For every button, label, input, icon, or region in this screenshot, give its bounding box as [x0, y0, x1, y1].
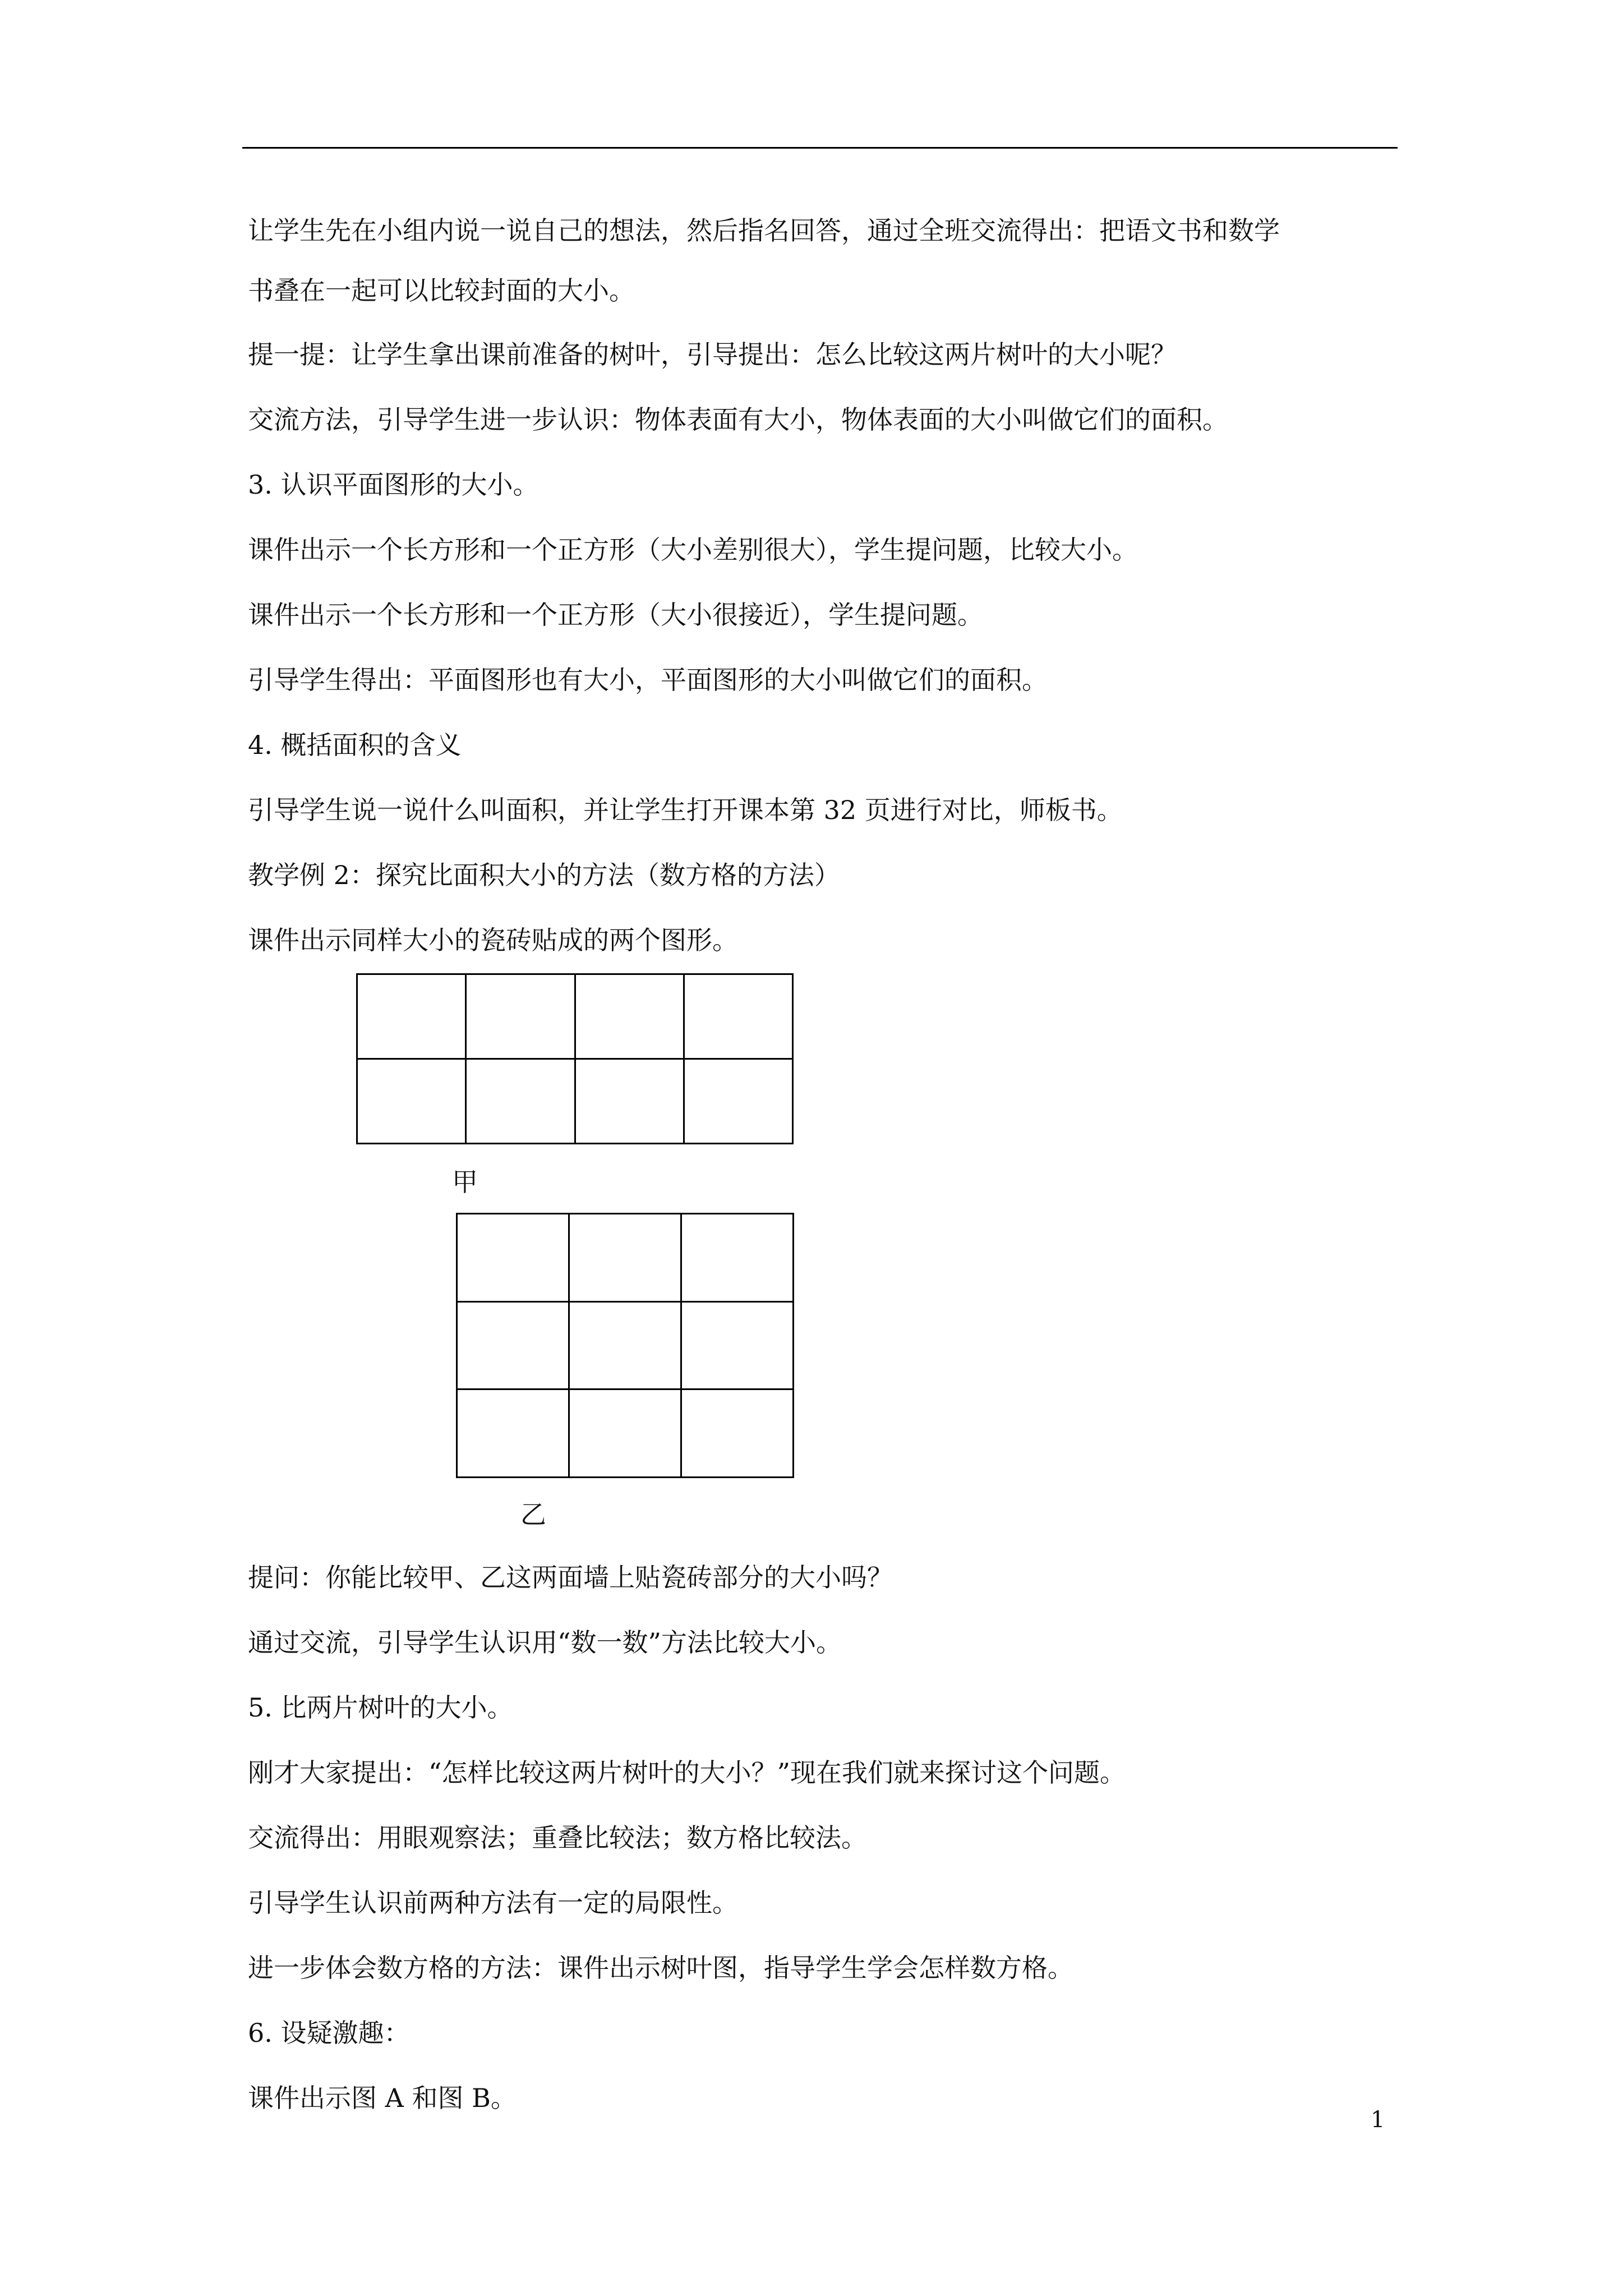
paragraph-1: 让学生先在小组内说一说自己的想法，然后指名回答，通过全班交流得出：把语文书和数学: [248, 215, 1280, 246]
tile-cell: [575, 1059, 684, 1144]
paragraph-8: 引导学生说一说什么叫面积，并让学生打开课本第 32 页进行对比，师板书。: [248, 795, 1123, 825]
tile-cell: [684, 974, 792, 1059]
paragraph-3: 提一提：让学生拿出课前准备的树叶，引导提出：怎么比较这两片树叶的大小呢？: [248, 339, 1177, 370]
page-number: 1: [1371, 2107, 1385, 2133]
tile-cell: [569, 1389, 681, 1478]
paragraph-12: 通过交流，引导学生认识用“数一数”方法比较大小。: [248, 1627, 842, 1658]
paragraph-13: 刚才大家提出：“怎样比较这两片树叶的大小？”现在我们就来探讨这个问题。: [248, 1757, 1126, 1788]
tile-cell: [457, 1301, 569, 1389]
tile-cell: [457, 1214, 569, 1302]
section-heading-6: 6. 设疑激趣：: [248, 2018, 410, 2048]
tile-cell: [575, 974, 684, 1059]
paragraph-10: 课件出示同样大小的瓷砖贴成的两个图形。: [248, 925, 738, 955]
paragraph-9: 教学例 2：探究比面积大小的方法（数方格的方法）: [248, 860, 840, 890]
paragraph-6: 课件出示一个长方形和一个正方形（大小很接近），学生提问题。: [248, 600, 983, 630]
paragraph-11: 提问：你能比较甲、乙这两面墙上贴瓷砖部分的大小吗？: [248, 1562, 893, 1593]
tile-cell: [681, 1389, 794, 1478]
paragraph-5: 课件出示一个长方形和一个正方形（大小差别很大），学生提问题，比较大小。: [248, 535, 1138, 565]
tile-cell: [569, 1301, 681, 1389]
tile-cell: [569, 1214, 681, 1302]
tile-cell: [681, 1301, 794, 1389]
section-heading-5: 5. 比两片树叶的大小。: [248, 1692, 513, 1723]
tile-cell: [466, 974, 575, 1059]
paragraph-7: 引导学生得出：平面图形也有大小，平面图形的大小叫做它们的面积。: [248, 665, 1048, 695]
paragraph-16: 进一步体会数方格的方法：课件出示树叶图，指导学生学会怎样数方格。: [248, 1953, 1073, 1983]
paragraph-17: 课件出示图 A 和图 B。: [248, 2083, 517, 2113]
tile-cell: [457, 1389, 569, 1478]
paragraph-15: 引导学生认识前两种方法有一定的局限性。: [248, 1888, 738, 1918]
tile-cell: [357, 1059, 466, 1144]
section-heading-4: 4. 概括面积的含义: [248, 730, 462, 760]
tile-grid-jia: [356, 973, 794, 1144]
paragraph-14: 交流得出：用眼观察法；重叠比较法；数方格比较法。: [248, 1823, 867, 1853]
tile-cell: [684, 1059, 792, 1144]
paragraph-2: 书叠在一起可以比较封面的大小。: [248, 275, 635, 306]
figure-label-jia: 甲: [452, 1167, 478, 1197]
tile-cell: [681, 1214, 794, 1302]
tile-cell: [357, 974, 466, 1059]
section-heading-3: 3. 认识平面图形的大小。: [248, 470, 539, 500]
paragraph-4: 交流方法，引导学生进一步认识：物体表面有大小，物体表面的大小叫做它们的面积。: [248, 404, 1228, 435]
figure-label-yi: 乙: [520, 1499, 546, 1530]
header-rule: [242, 147, 1398, 149]
tile-cell: [466, 1059, 575, 1144]
tile-grid-yi: [456, 1213, 794, 1478]
